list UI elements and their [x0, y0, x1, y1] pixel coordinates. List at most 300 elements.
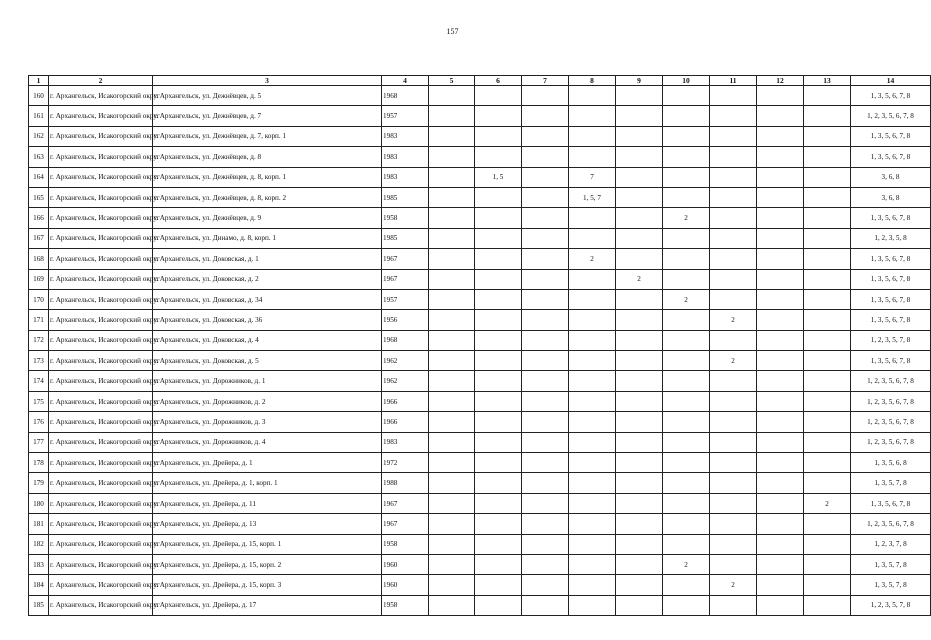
column-header: 5 — [429, 76, 475, 86]
cell-col-3: г. Архангельск, ул. Дежнёвцев, д. 7 — [153, 106, 382, 126]
cell-col-10 — [663, 330, 710, 350]
cell-col-1: 171 — [29, 310, 49, 330]
cell-col-11 — [710, 86, 757, 106]
cell-col-12 — [757, 473, 804, 493]
cell-col-3: г. Архангельск, ул. Дрейера, д. 13 — [153, 514, 382, 534]
cell-col-11 — [710, 371, 757, 391]
cell-col-9 — [616, 432, 663, 452]
cell-col-12 — [757, 106, 804, 126]
cell-col-10 — [663, 86, 710, 106]
cell-col-9 — [616, 147, 663, 167]
cell-col-1: 161 — [29, 106, 49, 126]
cell-col-5 — [429, 514, 475, 534]
cell-col-4: 1967 — [382, 269, 429, 289]
cell-col-1: 162 — [29, 126, 49, 146]
cell-col-5 — [429, 595, 475, 615]
cell-col-1: 173 — [29, 351, 49, 371]
column-header: 4 — [382, 76, 429, 86]
cell-col-3: г. Архангельск, ул. Дежнёвцев, д. 5 — [153, 86, 382, 106]
cell-col-9 — [616, 330, 663, 350]
cell-col-7 — [522, 473, 569, 493]
cell-col-11 — [710, 228, 757, 248]
cell-col-12 — [757, 126, 804, 146]
cell-col-2: г. Архангельск, Исакогорский округ — [49, 412, 153, 432]
cell-col-8 — [569, 351, 616, 371]
cell-col-14: 3, 6, 8 — [851, 187, 931, 207]
cell-col-5 — [429, 493, 475, 513]
cell-col-13 — [804, 412, 851, 432]
cell-col-2: г. Архангельск, Исакогорский округ — [49, 310, 153, 330]
cell-col-14: 1, 2, 3, 7, 8 — [851, 534, 931, 554]
cell-col-1: 163 — [29, 147, 49, 167]
cell-col-6 — [475, 432, 522, 452]
cell-col-9 — [616, 575, 663, 595]
cell-col-8 — [569, 432, 616, 452]
table-row — [29, 453, 931, 473]
table-row — [29, 554, 931, 574]
cell-col-5 — [429, 473, 475, 493]
cell-col-13 — [804, 187, 851, 207]
table-row — [29, 412, 931, 432]
cell-col-6 — [475, 453, 522, 473]
cell-col-4: 1967 — [382, 514, 429, 534]
cell-col-6 — [475, 106, 522, 126]
column-header: 3 — [153, 76, 382, 86]
cell-col-11 — [710, 412, 757, 432]
cell-col-8 — [569, 575, 616, 595]
table-row — [29, 289, 931, 309]
cell-col-9 — [616, 595, 663, 615]
cell-col-2: г. Архангельск, Исакогорский округ — [49, 228, 153, 248]
cell-col-2: г. Архангельск, Исакогорский округ — [49, 514, 153, 534]
cell-col-5 — [429, 86, 475, 106]
cell-col-12 — [757, 371, 804, 391]
cell-col-7 — [522, 147, 569, 167]
cell-col-14: 1, 2, 3, 5, 7, 8 — [851, 595, 931, 615]
cell-col-9 — [616, 351, 663, 371]
cell-col-14: 1, 2, 3, 5, 8 — [851, 228, 931, 248]
cell-col-7 — [522, 453, 569, 473]
cell-col-6 — [475, 330, 522, 350]
cell-col-14: 1, 2, 3, 5, 6, 7, 8 — [851, 412, 931, 432]
cell-col-2: г. Архангельск, Исакогорский округ — [49, 554, 153, 574]
cell-col-3: г. Архангельск, ул. Доковская, д. 34 — [153, 289, 382, 309]
cell-col-6 — [475, 391, 522, 411]
cell-col-11 — [710, 453, 757, 473]
table-row — [29, 106, 931, 126]
cell-col-3: г. Архангельск, ул. Дрейера, д. 17 — [153, 595, 382, 615]
cell-col-8 — [569, 228, 616, 248]
cell-col-5 — [429, 412, 475, 432]
cell-col-13 — [804, 514, 851, 534]
cell-col-9 — [616, 453, 663, 473]
cell-col-6 — [475, 208, 522, 228]
cell-col-10 — [663, 575, 710, 595]
cell-col-7 — [522, 86, 569, 106]
cell-col-9: 2 — [616, 269, 663, 289]
table-row — [29, 351, 931, 371]
cell-col-8 — [569, 289, 616, 309]
cell-col-3: г. Архангельск, ул. Дежнёвцев, д. 8 — [153, 147, 382, 167]
cell-col-14: 1, 3, 5, 7, 8 — [851, 473, 931, 493]
cell-col-14: 1, 2, 3, 5, 6, 7, 8 — [851, 371, 931, 391]
cell-col-8 — [569, 147, 616, 167]
cell-col-7 — [522, 595, 569, 615]
cell-col-12 — [757, 351, 804, 371]
cell-col-12 — [757, 554, 804, 574]
cell-col-7 — [522, 554, 569, 574]
table-row — [29, 86, 931, 106]
cell-col-9 — [616, 86, 663, 106]
cell-col-2: г. Архангельск, Исакогорский округ — [49, 453, 153, 473]
cell-col-1: 179 — [29, 473, 49, 493]
cell-col-10 — [663, 595, 710, 615]
cell-col-6: 1, 5 — [475, 167, 522, 187]
cell-col-2: г. Архангельск, Исакогорский округ — [49, 493, 153, 513]
cell-col-6 — [475, 86, 522, 106]
table-row — [29, 595, 931, 615]
cell-col-9 — [616, 126, 663, 146]
cell-col-11: 2 — [710, 575, 757, 595]
cell-col-1: 160 — [29, 86, 49, 106]
cell-col-3: г. Архангельск, ул. Дрейера, д. 15, корп. 2 — [153, 554, 382, 574]
cell-col-10 — [663, 432, 710, 452]
cell-col-14: 1, 3, 5, 6, 7, 8 — [851, 351, 931, 371]
cell-col-1: 176 — [29, 412, 49, 432]
cell-col-7 — [522, 249, 569, 269]
cell-col-8 — [569, 534, 616, 554]
cell-col-5 — [429, 371, 475, 391]
cell-col-2: г. Архангельск, Исакогорский округ — [49, 106, 153, 126]
cell-col-6 — [475, 187, 522, 207]
column-header: 10 — [663, 76, 710, 86]
cell-col-2: г. Архангельск, Исакогорский округ — [49, 269, 153, 289]
cell-col-10 — [663, 493, 710, 513]
cell-col-13 — [804, 208, 851, 228]
cell-col-14: 1, 2, 3, 5, 6, 7, 8 — [851, 106, 931, 126]
cell-col-3: г. Архангельск, ул. Дорожников, д. 3 — [153, 412, 382, 432]
cell-col-4: 1968 — [382, 86, 429, 106]
cell-col-13 — [804, 473, 851, 493]
cell-col-1: 165 — [29, 187, 49, 207]
cell-col-7 — [522, 228, 569, 248]
column-header: 7 — [522, 76, 569, 86]
cell-col-8 — [569, 330, 616, 350]
cell-col-13 — [804, 534, 851, 554]
cell-col-6 — [475, 575, 522, 595]
cell-col-12 — [757, 595, 804, 615]
cell-col-3: г. Архангельск, ул. Дрейера, д. 1, корп. 1 — [153, 473, 382, 493]
cell-col-14: 1, 2, 3, 5, 6, 7, 8 — [851, 432, 931, 452]
table-row — [29, 514, 931, 534]
cell-col-12 — [757, 289, 804, 309]
cell-col-7 — [522, 575, 569, 595]
cell-col-6 — [475, 473, 522, 493]
cell-col-2: г. Архангельск, Исакогорский округ — [49, 208, 153, 228]
cell-col-1: 182 — [29, 534, 49, 554]
cell-col-12 — [757, 493, 804, 513]
table-row — [29, 228, 931, 248]
cell-col-5 — [429, 289, 475, 309]
cell-col-9 — [616, 412, 663, 432]
cell-col-7 — [522, 167, 569, 187]
cell-col-5 — [429, 126, 475, 146]
cell-col-10 — [663, 473, 710, 493]
cell-col-6 — [475, 269, 522, 289]
cell-col-4: 1988 — [382, 473, 429, 493]
cell-col-11 — [710, 493, 757, 513]
cell-col-6 — [475, 412, 522, 432]
cell-col-8 — [569, 595, 616, 615]
cell-col-7 — [522, 187, 569, 207]
cell-col-13 — [804, 249, 851, 269]
cell-col-9 — [616, 208, 663, 228]
cell-col-1: 164 — [29, 167, 49, 187]
cell-col-14: 1, 3, 5, 6, 7, 8 — [851, 147, 931, 167]
cell-col-1: 175 — [29, 391, 49, 411]
cell-col-11 — [710, 289, 757, 309]
cell-col-10 — [663, 391, 710, 411]
cell-col-3: г. Архангельск, ул. Динамо, д. 8, корп. 1 — [153, 228, 382, 248]
cell-col-3: г. Архангельск, ул. Доковская, д. 5 — [153, 351, 382, 371]
cell-col-14: 1, 2, 3, 5, 6, 7, 8 — [851, 514, 931, 534]
cell-col-2: г. Архангельск, Исакогорский округ — [49, 473, 153, 493]
cell-col-5 — [429, 453, 475, 473]
cell-col-13 — [804, 575, 851, 595]
cell-col-3: г. Архангельск, ул. Дорожников, д. 4 — [153, 432, 382, 452]
cell-col-12 — [757, 208, 804, 228]
cell-col-9 — [616, 391, 663, 411]
cell-col-2: г. Архангельск, Исакогорский округ — [49, 147, 153, 167]
cell-col-6 — [475, 371, 522, 391]
cell-col-14: 1, 2, 3, 5, 6, 7, 8 — [851, 391, 931, 411]
cell-col-5 — [429, 106, 475, 126]
cell-col-8 — [569, 391, 616, 411]
cell-col-14: 1, 3, 5, 6, 7, 8 — [851, 269, 931, 289]
column-header: 11 — [710, 76, 757, 86]
cell-col-10 — [663, 412, 710, 432]
cell-col-12 — [757, 534, 804, 554]
cell-col-3: г. Архангельск, ул. Дорожников, д. 2 — [153, 391, 382, 411]
cell-col-12 — [757, 514, 804, 534]
cell-col-5 — [429, 208, 475, 228]
cell-col-10 — [663, 534, 710, 554]
cell-col-6 — [475, 534, 522, 554]
cell-col-9 — [616, 228, 663, 248]
page-number: 157 — [446, 27, 459, 36]
table-row — [29, 534, 931, 554]
cell-col-12 — [757, 269, 804, 289]
cell-col-10 — [663, 147, 710, 167]
cell-col-6 — [475, 228, 522, 248]
cell-col-5 — [429, 167, 475, 187]
cell-col-4: 1958 — [382, 208, 429, 228]
cell-col-4: 1957 — [382, 106, 429, 126]
cell-col-11 — [710, 106, 757, 126]
cell-col-6 — [475, 554, 522, 574]
cell-col-9 — [616, 534, 663, 554]
cell-col-4: 1960 — [382, 554, 429, 574]
cell-col-3: г. Архангельск, ул. Дежнёвцев, д. 8, корп. 2 — [153, 187, 382, 207]
cell-col-1: 178 — [29, 453, 49, 473]
cell-col-4: 1960 — [382, 575, 429, 595]
table-row — [29, 147, 931, 167]
table-row — [29, 330, 931, 350]
cell-col-9 — [616, 167, 663, 187]
cell-col-10 — [663, 126, 710, 146]
cell-col-8: 1, 5, 7 — [569, 187, 616, 207]
cell-col-11 — [710, 249, 757, 269]
cell-col-4: 1967 — [382, 493, 429, 513]
cell-col-9 — [616, 289, 663, 309]
cell-col-5 — [429, 147, 475, 167]
cell-col-12 — [757, 391, 804, 411]
cell-col-4: 1958 — [382, 534, 429, 554]
cell-col-7 — [522, 514, 569, 534]
cell-col-3: г. Архангельск, ул. Дрейера, д. 11 — [153, 493, 382, 513]
table-row — [29, 371, 931, 391]
cell-col-13 — [804, 126, 851, 146]
cell-col-12 — [757, 187, 804, 207]
table-row — [29, 432, 931, 452]
cell-col-10 — [663, 228, 710, 248]
column-header: 14 — [851, 76, 931, 86]
cell-col-9 — [616, 371, 663, 391]
cell-col-8 — [569, 310, 616, 330]
column-header: 6 — [475, 76, 522, 86]
cell-col-2: г. Архангельск, Исакогорский округ — [49, 351, 153, 371]
cell-col-12 — [757, 228, 804, 248]
cell-col-4: 1985 — [382, 228, 429, 248]
cell-col-9 — [616, 106, 663, 126]
cell-col-4: 1983 — [382, 147, 429, 167]
cell-col-8 — [569, 106, 616, 126]
cell-col-10 — [663, 106, 710, 126]
column-header: 12 — [757, 76, 804, 86]
cell-col-12 — [757, 330, 804, 350]
cell-col-4: 1957 — [382, 289, 429, 309]
cell-col-13 — [804, 432, 851, 452]
cell-col-2: г. Архангельск, Исакогорский округ — [49, 595, 153, 615]
cell-col-5 — [429, 351, 475, 371]
cell-col-13 — [804, 595, 851, 615]
cell-col-13 — [804, 86, 851, 106]
cell-col-11 — [710, 187, 757, 207]
cell-col-8 — [569, 126, 616, 146]
cell-col-11 — [710, 595, 757, 615]
cell-col-10 — [663, 351, 710, 371]
cell-col-1: 167 — [29, 228, 49, 248]
cell-col-13 — [804, 269, 851, 289]
cell-col-5 — [429, 575, 475, 595]
cell-col-12 — [757, 432, 804, 452]
cell-col-14: 1, 3, 5, 7, 8 — [851, 554, 931, 574]
cell-col-1: 166 — [29, 208, 49, 228]
cell-col-5 — [429, 432, 475, 452]
cell-col-6 — [475, 351, 522, 371]
cell-col-6 — [475, 310, 522, 330]
cell-col-6 — [475, 493, 522, 513]
cell-col-9 — [616, 473, 663, 493]
cell-col-2: г. Архангельск, Исакогорский округ — [49, 289, 153, 309]
cell-col-12 — [757, 310, 804, 330]
cell-col-7 — [522, 432, 569, 452]
cell-col-12 — [757, 575, 804, 595]
cell-col-10 — [663, 167, 710, 187]
cell-col-4: 1966 — [382, 391, 429, 411]
cell-col-11 — [710, 269, 757, 289]
cell-col-11 — [710, 126, 757, 146]
cell-col-11 — [710, 514, 757, 534]
cell-col-6 — [475, 249, 522, 269]
cell-col-7 — [522, 330, 569, 350]
cell-col-6 — [475, 147, 522, 167]
cell-col-8 — [569, 554, 616, 574]
cell-col-4: 1983 — [382, 167, 429, 187]
cell-col-3: г. Архангельск, ул. Дрейера, д. 1 — [153, 453, 382, 473]
cell-col-2: г. Архангельск, Исакогорский округ — [49, 575, 153, 595]
cell-col-10 — [663, 249, 710, 269]
cell-col-2: г. Архангельск, Исакогорский округ — [49, 371, 153, 391]
cell-col-5 — [429, 554, 475, 574]
cell-col-14: 1, 3, 5, 6, 7, 8 — [851, 289, 931, 309]
cell-col-11 — [710, 147, 757, 167]
cell-col-10 — [663, 453, 710, 473]
cell-col-11 — [710, 473, 757, 493]
cell-col-2: г. Архангельск, Исакогорский округ — [49, 432, 153, 452]
cell-col-3: г. Архангельск, ул. Доковская, д. 2 — [153, 269, 382, 289]
cell-col-10 — [663, 310, 710, 330]
column-header: 13 — [804, 76, 851, 86]
cell-col-3: г. Архангельск, ул. Дрейера, д. 15, корп. 1 — [153, 534, 382, 554]
table-row — [29, 187, 931, 207]
cell-col-11 — [710, 432, 757, 452]
cell-col-1: 183 — [29, 554, 49, 574]
cell-col-8 — [569, 269, 616, 289]
cell-col-11: 2 — [710, 310, 757, 330]
cell-col-4: 1962 — [382, 351, 429, 371]
cell-col-9 — [616, 493, 663, 513]
cell-col-10 — [663, 187, 710, 207]
cell-col-13 — [804, 228, 851, 248]
table-row — [29, 493, 931, 513]
cell-col-5 — [429, 310, 475, 330]
cell-col-4: 1983 — [382, 126, 429, 146]
cell-col-9 — [616, 514, 663, 534]
cell-col-14: 3, 6, 8 — [851, 167, 931, 187]
table-row — [29, 167, 931, 187]
cell-col-1: 170 — [29, 289, 49, 309]
cell-col-14: 1, 3, 5, 7, 8 — [851, 575, 931, 595]
cell-col-3: г. Архангельск, ул. Дежнёвцев, д. 9 — [153, 208, 382, 228]
table-row — [29, 249, 931, 269]
cell-col-1: 177 — [29, 432, 49, 452]
cell-col-14: 1, 2, 3, 5, 7, 8 — [851, 330, 931, 350]
cell-col-7 — [522, 289, 569, 309]
cell-col-7 — [522, 310, 569, 330]
column-header: 1 — [29, 76, 49, 86]
cell-col-7 — [522, 269, 569, 289]
cell-col-3: г. Архангельск, ул. Дежнёвцев, д. 7, корп. 1 — [153, 126, 382, 146]
cell-col-12 — [757, 167, 804, 187]
cell-col-8 — [569, 371, 616, 391]
cell-col-7 — [522, 208, 569, 228]
cell-col-7 — [522, 534, 569, 554]
cell-col-8 — [569, 473, 616, 493]
cell-col-1: 168 — [29, 249, 49, 269]
cell-col-8: 7 — [569, 167, 616, 187]
cell-col-14: 1, 3, 5, 6, 7, 8 — [851, 126, 931, 146]
